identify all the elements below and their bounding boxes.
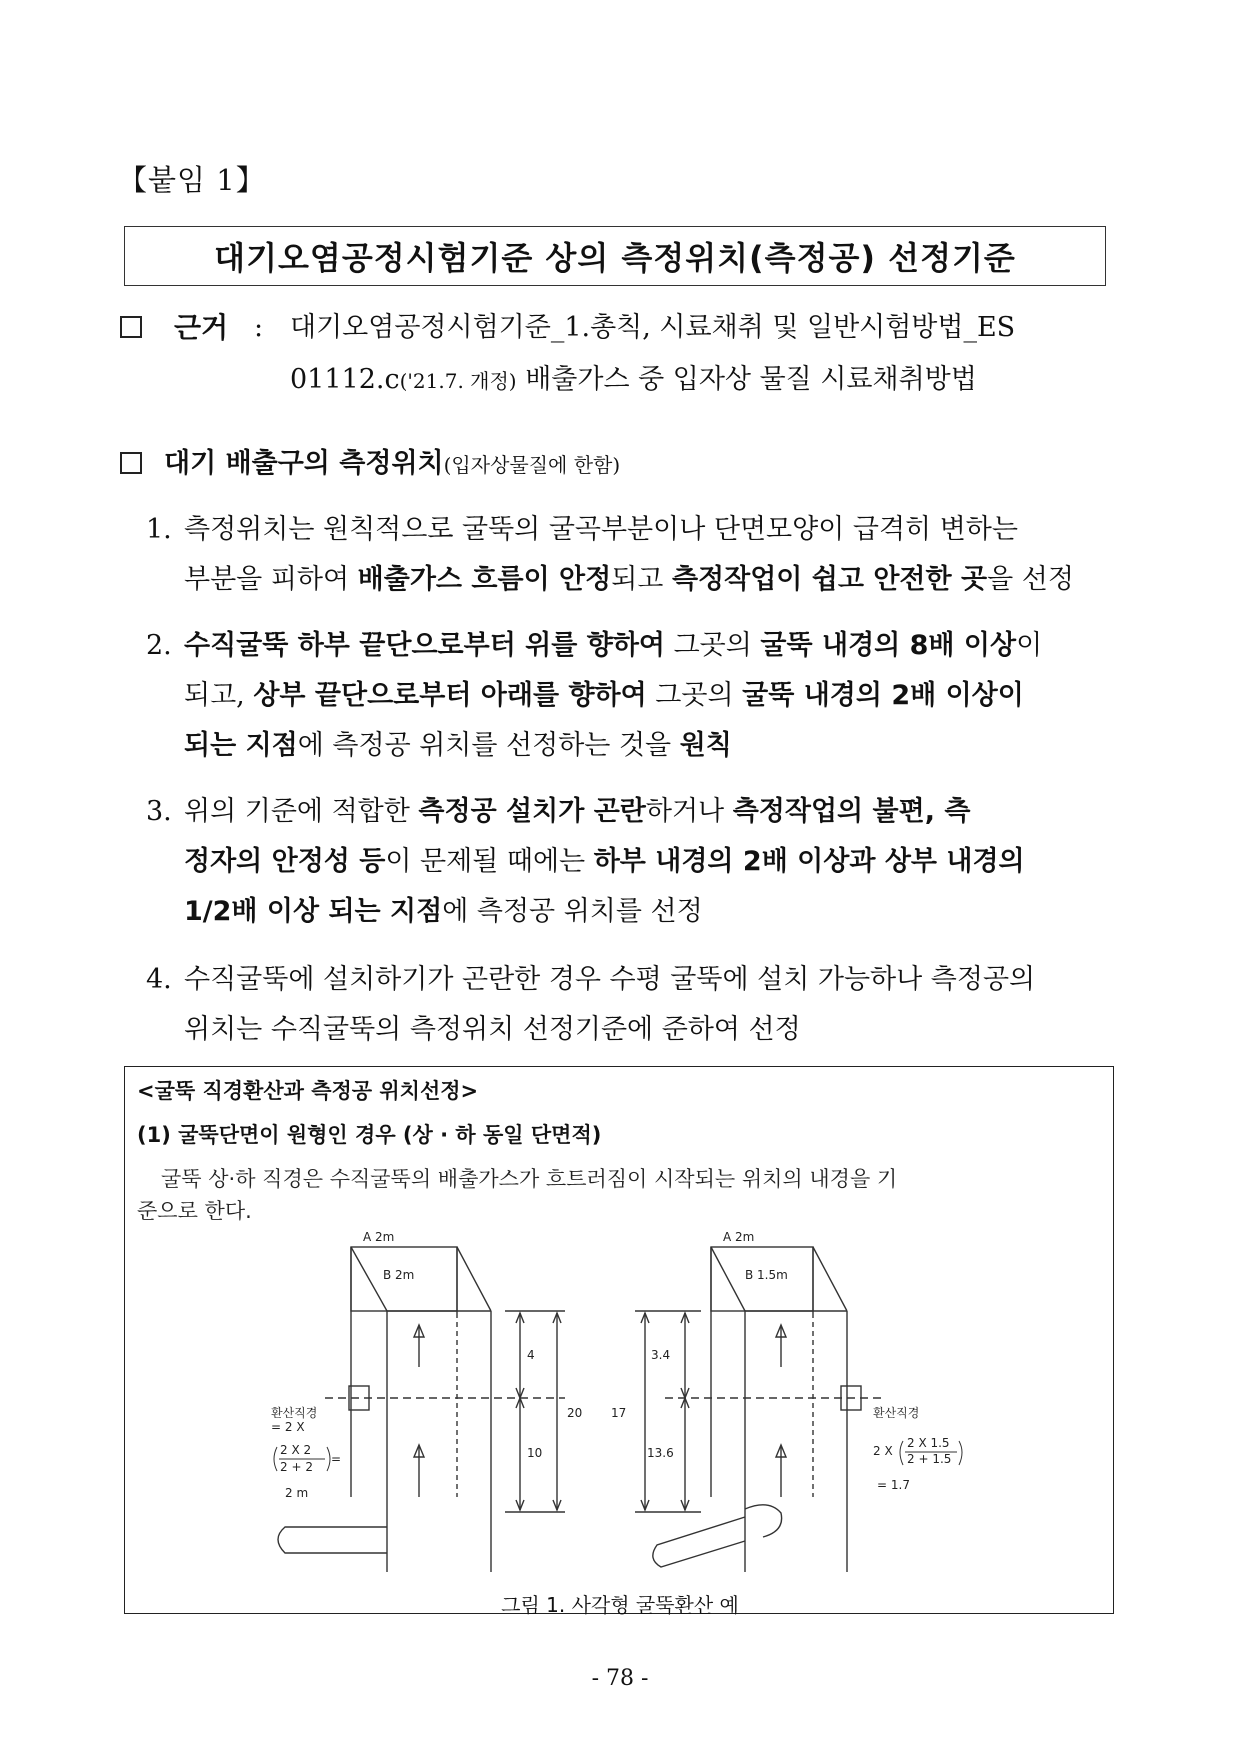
left-stack-top-edge xyxy=(457,1247,491,1311)
checkbox-square-icon xyxy=(120,452,142,474)
item-1-text: 되고 xyxy=(611,564,672,595)
right-dim-b: B 1.5m xyxy=(745,1268,788,1282)
item-3-text: 위의 기준에 적합한 xyxy=(184,796,419,827)
left-dim-a: A 2m xyxy=(363,1230,395,1244)
right-seg-bottom: 13.6 xyxy=(647,1446,674,1460)
basis-code: 01112.c xyxy=(290,364,400,395)
figure-caption: 그림 1. 사각형 굴뚝환산 예 xyxy=(501,1593,739,1617)
right-frac-num: 2 X 1.5 xyxy=(907,1436,950,1450)
item-3-emphasis: 정자의 안정성 등 xyxy=(184,846,386,877)
item-2-text: 그곳의 xyxy=(646,680,743,711)
left-horizontal-duct xyxy=(278,1527,387,1553)
item-4-line-1: 수직굴뚝에 설치하기가 곤란한 경우 수평 굴뚝에 설치 가능하나 측정공의 xyxy=(184,964,1036,995)
left-seg-top: 4 xyxy=(527,1348,535,1362)
figure-heading: <굴뚝 직경환산과 측정공 위치선정> xyxy=(137,1079,479,1103)
right-result: = 1.7 xyxy=(877,1478,910,1492)
section-location-note: (입자상물질에 한함) xyxy=(443,453,621,477)
item-1-emphasis: 배출가스 흐름이 안정 xyxy=(357,564,612,595)
item-3-line-3 xyxy=(184,898,703,925)
right-seg-top: 3.4 xyxy=(651,1348,671,1362)
right-dim-a: A 2m xyxy=(723,1230,755,1244)
item-2-emphasis: 상부 끝단으로부터 아래를 향하여 xyxy=(253,680,647,711)
item-2-text: 되고, xyxy=(184,680,254,711)
item-2-emphasis: 수직굴뚝 하부 끝단으로부터 위를 향하여 xyxy=(184,630,665,661)
item-2-text: 그곳의 xyxy=(665,630,761,661)
left-conv-eq: = 2 X xyxy=(271,1420,305,1434)
left-paren-close xyxy=(327,1447,330,1471)
item-1-line-2 xyxy=(184,566,1074,593)
section-location-label: 대기 배출구의 측정위치 xyxy=(164,448,444,479)
figure-box xyxy=(124,1066,1114,1617)
item-2-text: 에 측정공 위치를 선정하는 것을 xyxy=(297,730,680,761)
right-slanted-duct xyxy=(653,1517,745,1567)
item-3-emphasis: 하부 내경의 2배 이상과 상부 내경의 xyxy=(593,846,1025,877)
section-location xyxy=(120,450,142,477)
item-3-text: 이 문제될 때에는 xyxy=(385,846,594,877)
basis-line-1: 대기오염공정시험기준_1.총칙, 시료채취 및 일반시험방법_ES xyxy=(290,312,1016,343)
figure-subheading: (1) 굴뚝단면이 원형인 경우 (상 · 하 동일 단면적) xyxy=(137,1123,602,1147)
right-conv-label: 환산직경 xyxy=(873,1406,920,1420)
right-conv-prefix: 2 X xyxy=(873,1444,893,1458)
item-3-text: 에 측정공 위치를 선정 xyxy=(442,896,703,927)
figure-description-line-1: 굴뚝 상·하 직경은 수직굴뚝의 배출가스가 흐트러짐이 시작되는 위치의 내경을 기 xyxy=(161,1167,898,1191)
left-stack-edge xyxy=(351,1247,387,1311)
item-2-emphasis: 원칙 xyxy=(679,730,732,761)
item-4-number: 4. xyxy=(146,964,172,995)
item-2-emphasis: 굴뚝 내경의 8배 이상 xyxy=(760,630,1017,661)
item-1-number: 1. xyxy=(146,514,172,545)
item-3-number: 3. xyxy=(146,796,172,827)
item-3-emphasis: 측정작업의 불편, 측 xyxy=(732,796,971,827)
figure-description-line-2: 준으로 한다. xyxy=(137,1199,252,1223)
title-text: 대기오염공정시험기준 상의 측정위치(측정공) 선정기준 xyxy=(214,239,1016,277)
attachment-label: 【붙임 1】 xyxy=(118,163,266,197)
item-4-line-2: 위치는 수직굴뚝의 측정위치 선정기준에 준하여 선정 xyxy=(184,1014,801,1045)
section-location-heading xyxy=(164,450,620,477)
item-2-line-3 xyxy=(184,732,732,759)
left-frac-eq: = xyxy=(331,1452,342,1466)
left-dim-b: B 2m xyxy=(383,1268,415,1282)
page-number: - 78 - xyxy=(591,1666,649,1691)
left-seg-bottom: 10 xyxy=(527,1446,543,1460)
right-frac-den: 2 + 1.5 xyxy=(907,1452,952,1466)
section-basis-label: 근거 xyxy=(174,311,229,344)
right-paren-close xyxy=(959,1441,962,1465)
item-2-line-1 xyxy=(184,632,1042,659)
item-1-text: 을 선정 xyxy=(987,564,1074,595)
item-2-number: 2. xyxy=(146,630,172,661)
left-frac-num: 2 X 2 xyxy=(280,1443,312,1457)
section-basis xyxy=(120,314,142,341)
item-3-emphasis: 1/2배 이상 되는 지점 xyxy=(184,896,443,927)
item-3-text: 하거나 xyxy=(645,796,733,827)
right-total: 17 xyxy=(611,1406,627,1420)
item-2-line-2 xyxy=(184,682,1024,709)
right-duct-elbow xyxy=(745,1505,782,1537)
right-stack-top-edge xyxy=(813,1247,847,1311)
item-1-emphasis: 측정작업이 쉽고 안전한 곳 xyxy=(671,564,988,595)
item-2-emphasis: 굴뚝 내경의 2배 이상이 xyxy=(742,680,1024,711)
stack-conversion-diagram xyxy=(125,1227,1115,1577)
item-2-emphasis: 되는 지점 xyxy=(184,730,298,761)
section-basis-colon: : xyxy=(254,312,264,343)
right-stack-edge xyxy=(711,1247,745,1311)
document-title xyxy=(124,226,1106,286)
item-3-emphasis: 측정공 설치가 곤란 xyxy=(418,796,646,827)
item-1-line-1: 측정위치는 원칙적으로 굴뚝의 굴곡부분이나 단면모양이 급격히 변하는 xyxy=(184,514,1018,545)
right-paren-open xyxy=(900,1441,903,1465)
left-total: 20 xyxy=(567,1406,583,1420)
left-paren-open xyxy=(274,1447,277,1471)
left-frac-den: 2 + 2 xyxy=(280,1460,313,1474)
checkbox-square-icon xyxy=(120,316,142,338)
item-3-line-2 xyxy=(184,848,1025,875)
item-1-text: 부분을 피하여 xyxy=(184,564,358,595)
left-conv-label: 환산직경 xyxy=(271,1406,318,1420)
basis-method: 배출가스 중 입자상 물질 시료채취방법 xyxy=(516,364,977,395)
item-3-line-1 xyxy=(184,798,970,825)
basis-revision: ('21.7. 개정) xyxy=(399,369,517,393)
left-result: 2 m xyxy=(285,1486,309,1500)
basis-line-2 xyxy=(290,366,977,393)
item-2-text: 이 xyxy=(1016,630,1043,661)
